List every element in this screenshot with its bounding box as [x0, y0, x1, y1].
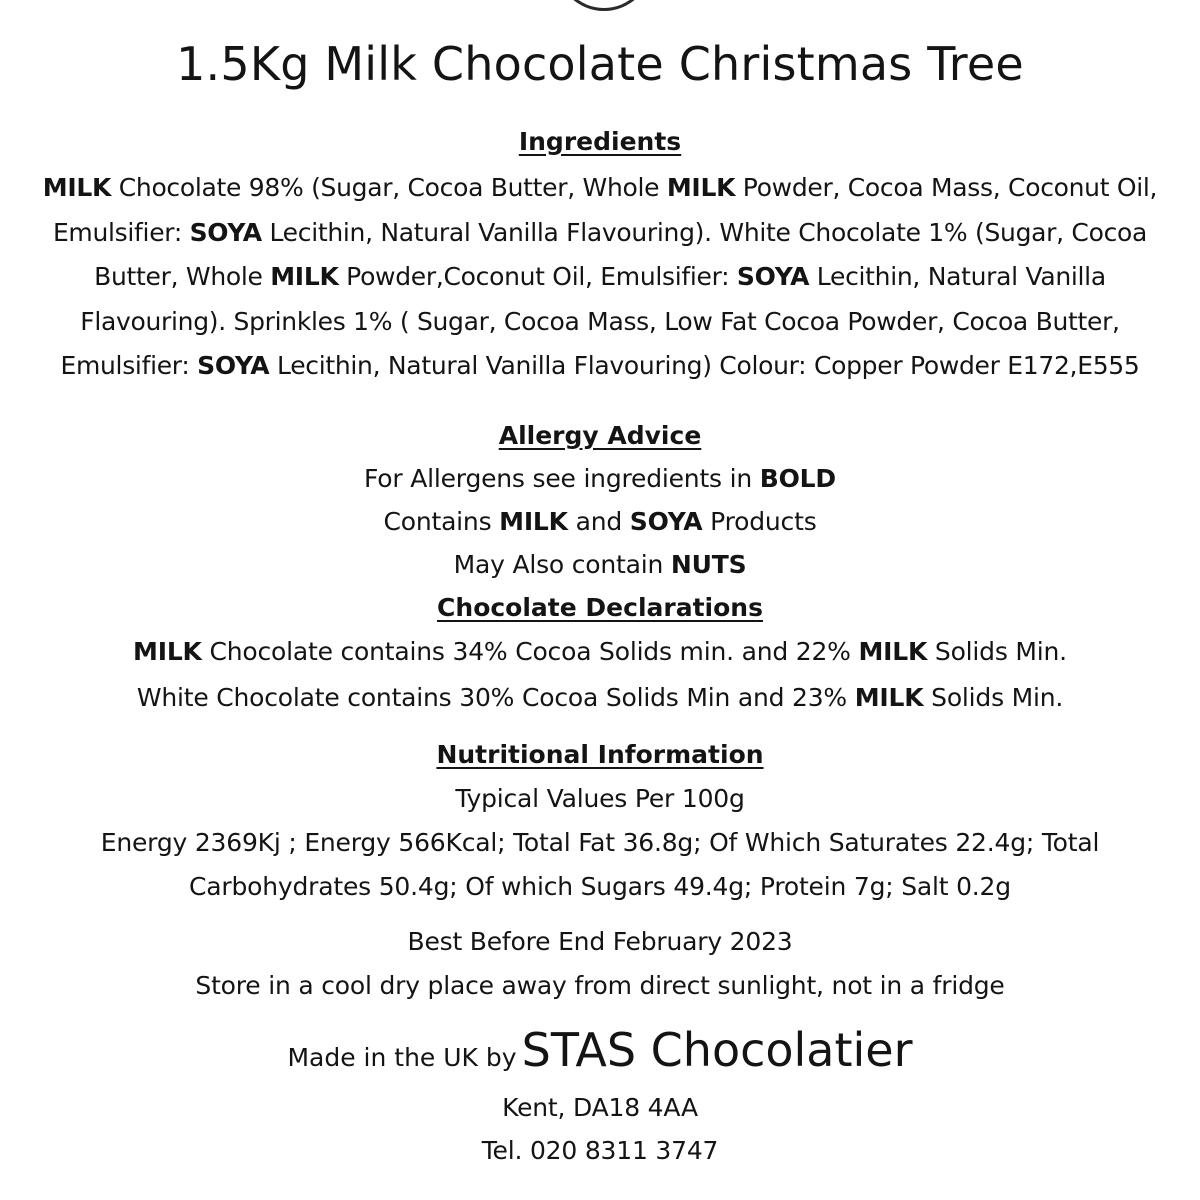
text-segment: Energy 2369Kj ; Energy 566Kcal; Total Fat 36.8g; Of Which Saturates 22.4g; Total	[100, 828, 1100, 857]
nutrition-line	[0, 783, 1200, 815]
allergen-bold-text: SOYA	[197, 351, 270, 380]
text-segment: Typical Values Per 100g	[455, 784, 745, 813]
best-before: Best Before End February 2023	[407, 927, 793, 956]
text-segment: Lecithin, Natural Vanilla Flavouring). White Chocolate 1% (Sugar, Cocoa	[261, 217, 1148, 247]
text-segment: Lecithin, Natural Vanilla Flavouring) Colour: Copper Powder E172,E555	[269, 351, 1140, 380]
allergen-bold-text: MILK	[270, 262, 339, 291]
nutrition-line	[0, 871, 1200, 903]
text-segment: May Also contain	[453, 550, 671, 579]
brand-name: STAS Chocolatier	[521, 1023, 913, 1077]
allergy-line	[0, 506, 1200, 538]
ingredients-line	[0, 344, 1200, 389]
nutrition-line	[0, 827, 1200, 859]
product-title: 1.5Kg Milk Chocolate Christmas Tree	[176, 37, 1024, 91]
ingredients-heading: Ingredients	[518, 127, 682, 156]
allergen-bold-text: MILK	[666, 173, 736, 202]
ingredients-line	[0, 255, 1200, 300]
allergen-bold-text: SOYA	[736, 262, 810, 291]
text-segment: Butter, Whole	[94, 262, 271, 291]
ingredients-line	[0, 166, 1200, 211]
text-segment: Lecithin, Natural Vanilla	[809, 262, 1106, 291]
text-segment: Solids Min.	[927, 637, 1067, 666]
allergen-bold-text: NUTS	[670, 550, 747, 579]
allergy-heading: Allergy Advice	[498, 421, 702, 450]
maker-line	[0, 1020, 1200, 1091]
allergen-bold-text: SOYA	[189, 217, 262, 247]
text-segment: White Chocolate contains 30% Cocoa Solids Min and 23%	[136, 683, 855, 712]
nutrition-heading: Nutritional Information	[436, 740, 764, 769]
text-segment: Flavouring). Sprinkles 1% ( Sugar, Cocoa Mass, Low Fat Cocoa Powder, Cocoa Butter,	[80, 306, 1120, 336]
allergy-line	[0, 463, 1200, 495]
allergen-bold-text: MILK	[854, 683, 924, 712]
ingredients-line	[0, 300, 1200, 345]
storage-instructions: Store in a cool dry place away from direct sunlight, not in a fridge	[195, 971, 1005, 1000]
maker-address: Kent, DA18 4AA	[502, 1093, 698, 1122]
maker-prefix: Made in the UK by	[287, 1043, 517, 1072]
text-segment: Powder, Cocoa Mass, Coconut Oil,	[735, 173, 1158, 202]
text-segment: Solids Min.	[923, 683, 1064, 712]
maker-phone: Tel. 020 8311 3747	[481, 1136, 719, 1165]
text-segment: Contains	[383, 507, 500, 536]
text-segment: Chocolate 98% (Sugar, Cocoa Butter, Whole	[111, 173, 667, 202]
text-segment: Emulsifier:	[52, 217, 190, 247]
text-segment: Emulsifier:	[60, 351, 198, 380]
declaration-line	[0, 682, 1200, 714]
allergen-bold-text: SOYA	[629, 507, 703, 536]
text-segment: Products	[702, 507, 817, 536]
logo-emblem	[556, 0, 652, 11]
text-segment: Powder,Coconut Oil, Emulsifier:	[338, 262, 737, 291]
allergen-bold-text: BOLD	[759, 464, 836, 493]
text-segment: Chocolate contains 34% Cocoa Solids min. and 22%	[201, 637, 859, 666]
ingredients-line	[0, 211, 1200, 256]
allergen-bold-text: MILK	[42, 173, 112, 202]
allergen-bold-text: MILK	[499, 507, 568, 536]
text-segment: For Allergens see ingredients in	[364, 464, 760, 493]
ingredients-text	[0, 166, 1200, 389]
declarations-heading: Chocolate Declarations	[437, 593, 763, 622]
allergy-line	[0, 549, 1200, 581]
text-segment: Carbohydrates 50.4g; Of which Sugars 49.4g; Protein 7g; Salt 0.2g	[189, 872, 1011, 901]
declaration-line	[0, 636, 1200, 668]
allergen-bold-text: MILK	[133, 637, 202, 666]
allergen-bold-text: MILK	[858, 637, 928, 666]
text-segment: and	[567, 507, 630, 536]
